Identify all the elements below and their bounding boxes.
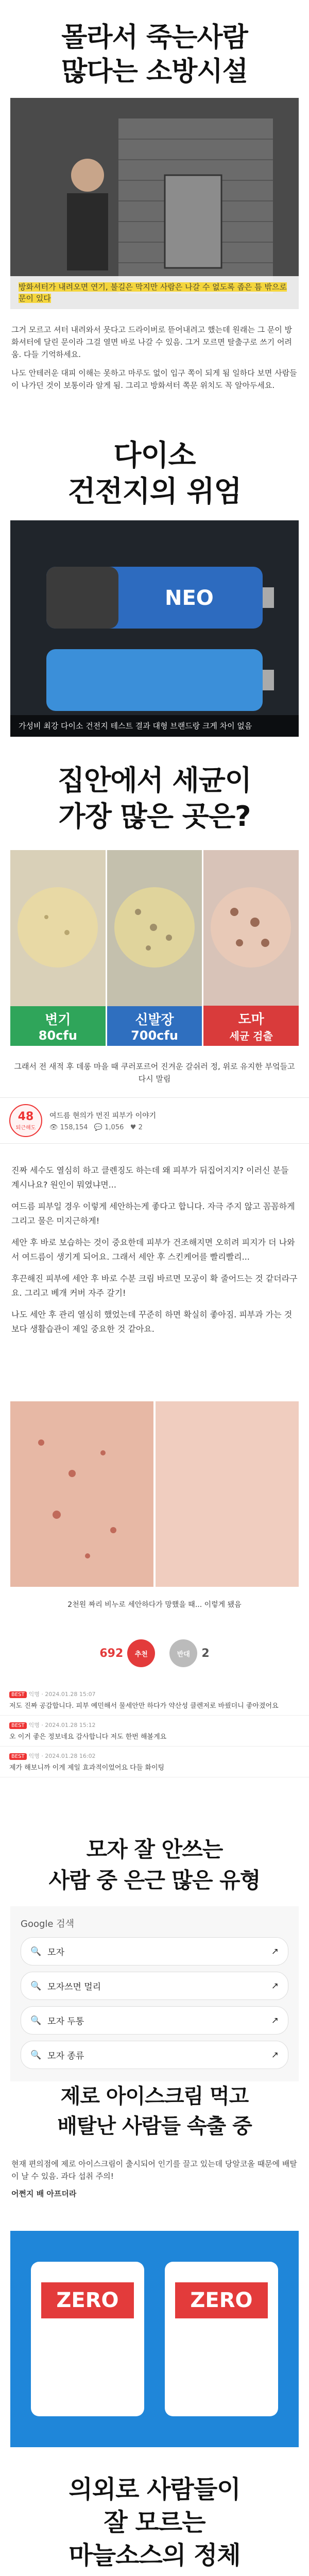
bacteria-label: 도마 (238, 1012, 264, 1027)
skin-caption: 2천원 짜리 비누로 세안하다가 망했을 때... 이렇게 됐음 (67, 1601, 242, 1609)
thumbs-up-icon[interactable]: 추천 (127, 1639, 155, 1667)
paragraph: 여드름 피부일 경우 이렇게 세안하는게 좋다고 합니다. 자극 주지 않고 꼼꼼하게 그리고 물은 미지근하게! (11, 1201, 295, 1226)
comment-item[interactable]: BEST 익명 · 2024.01.28 16:02 제가 해보니까 이게 제일 효과적이었어요 다들 화이팅 (0, 1747, 309, 1777)
arrow-icon: ↗ (271, 1946, 279, 1957)
acne-spots (10, 1401, 153, 1587)
badge-number: 48 (18, 1110, 34, 1123)
bacteria-label: 변기 (45, 1012, 71, 1028)
icecream-packs (10, 2231, 299, 2447)
paragraph: 세안 후 바로 보습하는 것이 중요한데 피부가 건조해지면 오히려 피지가 더 나와서 여드름이 생기게 되어요. 그래서 세안 후 스킨케어를 빨리빨리... (11, 1238, 295, 1262)
hot-badge (9, 1104, 42, 1137)
bacteria-comparison (10, 850, 299, 1046)
best-badge: BEST (9, 1691, 27, 1698)
best-badge: BEST (9, 1753, 27, 1760)
headline-garlic-sauce (0, 2473, 309, 2572)
caption-text: 현재 편의점에 제로 아이스크림이 출시되어 인기를 끌고 있는데 당알코올 때문에 배탈이 날 수 있음. 과다 섭취 주의! (11, 2159, 297, 2181)
arrow-icon: ↗ (271, 1980, 279, 1991)
svg-text:ZERO: ZERO (56, 2289, 119, 2312)
bacteria-panel (107, 850, 204, 1046)
petri-dish (107, 850, 202, 994)
headline-bacteria (0, 762, 309, 835)
bacteria-panel (10, 850, 107, 1046)
headline-line: 몰라서 죽는사람 (61, 22, 248, 53)
like-button[interactable] (99, 1639, 155, 1667)
dislike-count: 2 (201, 1647, 210, 1660)
bacteria-panel (203, 850, 299, 1046)
bacteria-label: 신발장 (135, 1012, 174, 1028)
headline-line: 가장 많은 곳은? (58, 800, 251, 833)
like-count: 2 (138, 1123, 143, 1131)
bacteria-value: 80cfu (38, 1028, 77, 1043)
headline-line: 배탈난 사람들 속출 중 (57, 2114, 252, 2138)
icecream-caption (0, 2148, 309, 2209)
battery-photo (10, 520, 299, 737)
petri-dish (10, 850, 105, 994)
article-meta (0, 1097, 309, 1144)
headline-line: 사람 중 은근 많은 유형 (48, 1868, 261, 1893)
battery-caption: 가성비 최강 다이소 건전지 테스트 결과 대형 브랜드랑 크게 차이 없음 (10, 715, 299, 737)
headline-line: 다이소 (113, 439, 196, 472)
comment-icon: 💬 (94, 1123, 103, 1131)
eye-icon: 👁 (49, 1123, 58, 1131)
headline-daiso-battery (0, 438, 309, 510)
search-suggestion[interactable]: 🔍 모자 두통 ↗ (21, 2006, 288, 2035)
headline-line: 건전지의 위엄 (67, 475, 242, 509)
comment-text: 오 이거 좋은 정보네요 감사합니다 저도 한번 해볼게요 (9, 1733, 167, 1741)
search-icon: 🔍 (30, 1980, 42, 1991)
headline-zero-icecream (0, 2081, 309, 2141)
svg-text:ZERO: ZERO (190, 2289, 253, 2312)
comment-list (0, 1685, 309, 1777)
skin-after (156, 1401, 299, 1587)
photo-caption: 방화셔터가 내려오면 연기, 불길은 막지만 사람은 나갈 수 없도록 좁은 틈 밖으로 문이 있다 (10, 276, 299, 309)
paragraph: 나도 세안 후 관리 열심히 했었는데 꾸준히 하면 확실히 좋아짐. 피부과 가는 것보다 생활습관이 제일 중요한 것 같아요. (11, 1310, 293, 1334)
headline-line: 마늘소스의 정체 (68, 2541, 241, 2570)
battery-scene (10, 520, 299, 737)
skin-photo (10, 1401, 299, 1587)
skin-before (10, 1401, 156, 1587)
article-author[interactable]: 여드름 현의가 먼진 피부가 이야기 (49, 1111, 157, 1120)
battery-label: NEO (165, 586, 214, 610)
search-suggestions (10, 1906, 299, 2086)
headline-line: 제로 아이스크림 먹고 (60, 2084, 249, 2108)
search-icon: 🔍 (30, 1946, 42, 1957)
icecream-photo (10, 2231, 299, 2447)
arrow-icon: ↗ (271, 2015, 279, 2026)
headline-line: 모자 잘 안쓰는 (86, 1837, 223, 1862)
search-suggestion[interactable]: 🔍 모자쓰면 멀리 ↗ (21, 1972, 288, 2000)
headline-line: 의외로 사람들이 (68, 2475, 241, 2504)
comment-text: 저도 진짜 공감합니다. 피부 예민해서 물세안만 하다가 약산성 클렌저로 바꿨더니 좋아졌어요 (9, 1702, 279, 1710)
like-icon: ♥ (130, 1123, 136, 1131)
paragraph: 진짜 세수도 열심히 하고 클렌징도 하는데 왜 피부가 뒤집어지지? 이러신 분들 계시나요? 원인이 뭐였냐면... (11, 1165, 289, 1190)
search-logo: Google 검색 (21, 1919, 74, 1929)
bacteria-value: 700cfu (131, 1028, 178, 1043)
comment-text: 제가 해보니까 이게 제일 효과적이었어요 다들 화이팅 (9, 1764, 165, 1772)
reaction-bar (0, 1628, 309, 1679)
fire-shutter-photo (10, 98, 299, 309)
view-count: 158,154 (60, 1123, 88, 1131)
comment-count: 1,056 (105, 1123, 124, 1131)
dislike-button[interactable] (169, 1639, 209, 1667)
caption-text: 나도 안테러운 대피 이해는 못하고 마루도 없이 입구 쪽이 되게 됨 일하다 보면 사람들이 나가던 것이 보통이라 알게 됨. 그리고 방화셔터 쪽문 위치도 꼭 알아두세요. (11, 368, 297, 390)
section1-caption (0, 314, 309, 401)
paragraph: 후끈해진 피부에 세안 후 바로 수분 크림 바르면 모공이 확 줄어드는 것 같더라구요. 그리고 베개 커버 자주 갈기! (11, 1274, 298, 1298)
badge-label: 퇴근해도 (15, 1125, 36, 1131)
comment-item[interactable]: BEST 익명 · 2024.01.28 15:07 저도 진짜 공감합니다. 피부 예민해서 물세안만 하다가 약산성 클렌저로 바꿨더니 좋아졌어요 (0, 1685, 309, 1716)
caption-text: 그거 모르고 셔터 내려와서 뭇다고 드라이버로 뜯어내려고 했는데 원래는 그 문이 방화셔터에 달린 문이라 그걸 열면 바로 나갈 수 있음. 그거 모르면 탈출구로 쓰기 어려움. 다들 기억하세요. (11, 325, 293, 359)
skincare-text (0, 1154, 309, 1353)
like-count: 692 (99, 1647, 124, 1660)
petri-dish (203, 850, 298, 994)
caption-text: 어쩐지 배 아프더라 (11, 2189, 77, 2198)
headline-line: 집안에서 세균이 (58, 764, 251, 796)
search-suggestion[interactable]: 🔍 모자 ↗ (21, 1937, 288, 1965)
bacteria-value: 세균 검출 (229, 1030, 273, 1042)
headline-hat (0, 1834, 309, 1896)
search-icon: 🔍 (30, 2015, 42, 2026)
section3-caption: 그래서 전 새적 후 데롱 마을 때 쿠러포르어 진겨운 갈쉬러 정, 위로 유지한 부엌들고 다시 말림 (14, 1062, 295, 1083)
search-suggestion[interactable]: 🔍 모자 종류 ↗ (21, 2041, 288, 2069)
headline-line: 잘 모르는 (104, 2508, 205, 2537)
thumbs-down-icon[interactable]: 반대 (169, 1639, 197, 1667)
headline-fire-facility (0, 21, 309, 89)
arrow-icon: ↗ (271, 2049, 279, 2060)
best-badge: BEST (9, 1722, 27, 1729)
headline-line: 많다는 소방시설 (61, 56, 248, 87)
search-icon: 🔍 (30, 2049, 42, 2060)
comment-item[interactable]: BEST 익명 · 2024.01.28 15:12 오 이거 좋은 정보네요 감사합니다 저도 한번 해볼게요 (0, 1716, 309, 1747)
